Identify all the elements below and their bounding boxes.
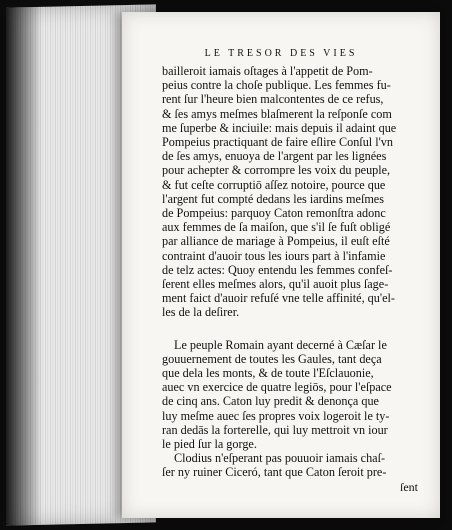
page-text xyxy=(162,64,420,480)
text-line: les de la deſirer. xyxy=(162,305,240,320)
text-line: peius contre la choſe publique. Les femmes fu- xyxy=(162,78,391,93)
book-page xyxy=(122,12,440,518)
text-line: aux femmes de ſa maiſon, que s'il ſe fuſt obligé xyxy=(162,220,391,235)
text-line: de ſes amys, enuoya de l'argent par les lignées xyxy=(162,149,387,164)
text-line: l'argent fut compté dedans les iardins meſmes xyxy=(162,191,384,206)
text-line: Le peuple Romain ayant decerné à Cæſar le xyxy=(174,337,387,352)
text-line: & ſes amys meſmes blaſmerent la reſponſe com xyxy=(162,106,392,121)
text-line: auec vn exercice de quatre legiōs, pour l'eſpace xyxy=(162,380,392,395)
text-line: Pompeius practiquant de faire eſlire Conſul l'vn xyxy=(162,135,393,150)
text-line: bailleroit iamais oſtages à l'appetit de Pom- xyxy=(162,64,373,78)
text-line: que dela les monts, & de toute l'Eſclauonie, xyxy=(162,366,374,381)
text-line: ſer ny ruiner Ciceró, tant que Caton ſeroit pre- xyxy=(162,465,387,480)
text-line: de cinq ans. Caton luy predit & denonça que xyxy=(162,394,379,409)
running-title: LE TRESOR DES VIES xyxy=(204,48,358,59)
text-line: ran dedās la forterelle, qui luy mettroit vn iour xyxy=(162,422,388,437)
text-line: de Pompeius: parquoy Caton remonſtra adonc xyxy=(162,206,386,221)
text-line: luy meſme auec ſes propres voix logeroit le ty- xyxy=(162,408,390,423)
text-line: Clodius n'eſperant pas pouuoir iamais chaſ- xyxy=(174,451,386,466)
text-line: de telz actes: Quoy entendu les femmes confeſ- xyxy=(162,262,393,277)
text-line: pour achepter & corrompre les voix du peuple, xyxy=(162,163,391,178)
text-line: gouuernement de toutes les Gaules, tant deça xyxy=(162,351,382,366)
paragraph-1 xyxy=(162,64,420,320)
paragraph-gap xyxy=(162,320,420,338)
text-line: ſerent elles meſmes alors, qu'il auoit plus ſage- xyxy=(162,277,389,292)
paragraph-3 xyxy=(162,451,420,479)
catchword: ſent xyxy=(400,480,418,494)
text-line: par alliance de mariage à Pompeius, il euſt eſté xyxy=(162,234,390,249)
text-line: rent ſur l'heure bien malcontentes de ce refus, xyxy=(162,92,384,107)
text-line: le pied ſur la gorge. xyxy=(162,437,257,452)
text-line: & fut ceſte corruptiō aſſez notoire, pource que xyxy=(162,177,386,192)
paragraph-2 xyxy=(162,338,420,452)
text-line: contraint d'auoir tous les iours part à l'infamie xyxy=(162,248,386,263)
text-line: ment faict d'auoir refuſé vne telle affinité, qu'el- xyxy=(162,291,395,306)
text-line: me ſuperbe & inciuile: mais depuis il adaint que xyxy=(162,120,397,135)
